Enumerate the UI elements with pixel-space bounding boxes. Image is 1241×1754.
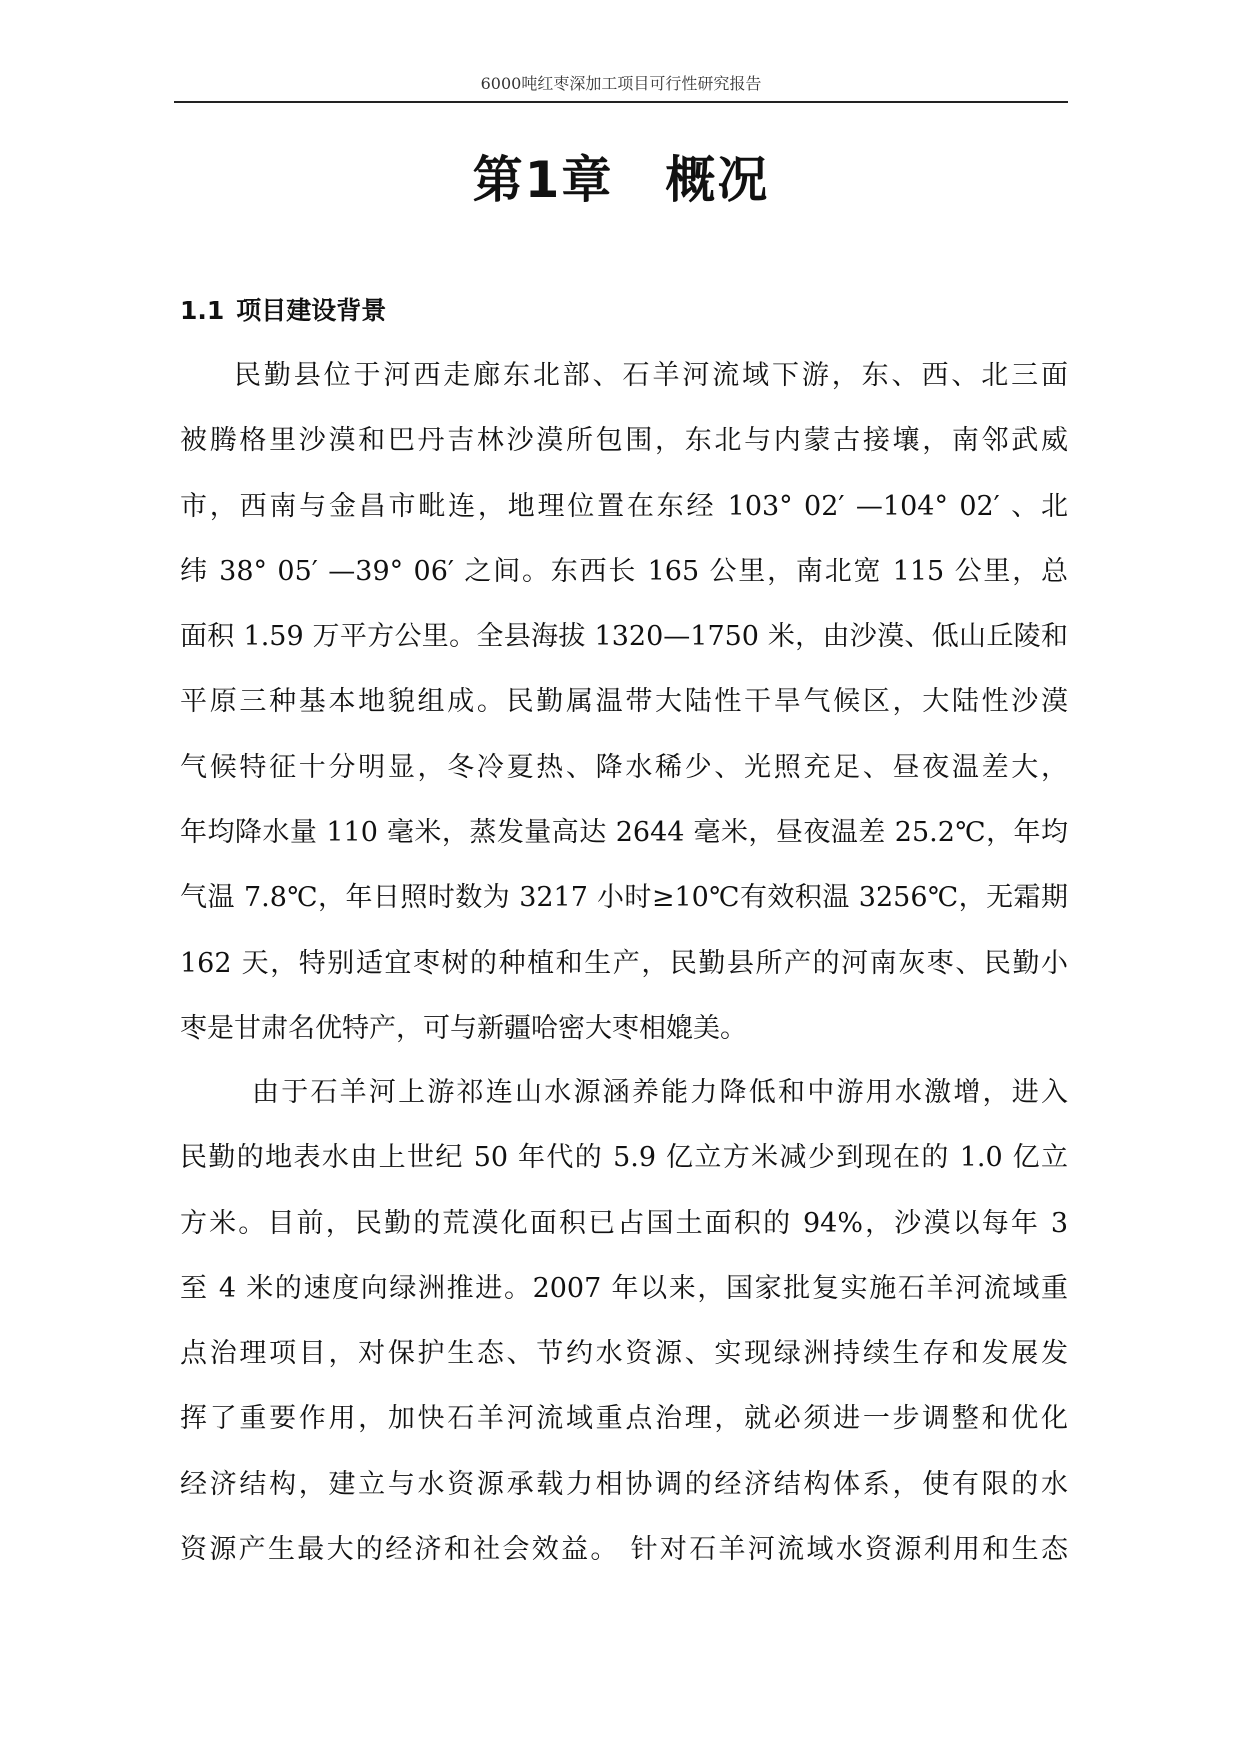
header-rule — [174, 101, 1068, 103]
paragraph-line: 经济结构，建立与水资源承载力相协调的经济结构体系，使有限的水 — [180, 1468, 1068, 1500]
paragraph-line: 市，西南与金昌市毗连，地理位置在东经 103° 02′ —104° 02′ 、北 — [180, 490, 1068, 522]
paragraph-line: 至 4 米的速度向绿洲推进。2007 年以来，国家批复实施石羊河流域重 — [180, 1272, 1068, 1304]
section-heading — [180, 295, 386, 327]
body-paragraph — [180, 1060, 1068, 1582]
chapter-number: 第1章 — [472, 151, 614, 209]
paragraph-line: 被腾格里沙漠和巴丹吉林沙漠所包围，东北与内蒙古接壤，南邻武威 — [180, 425, 1068, 457]
paragraph-line: 民勤的地表水由上世纪 50 年代的 5.9 亿立方米减少到现在的 1.0 亿立 — [180, 1142, 1068, 1174]
paragraph-line: 气温 7.8℃，年日照时数为 3217 小时≥10℃有效积温 3256℃，无霜期 — [180, 882, 1068, 914]
paragraph-line: 平原三种基本地貌组成。民勤属温带大陆性干旱气候区，大陆性沙漠 — [180, 686, 1068, 718]
chapter-title — [174, 150, 1068, 210]
paragraph-line: 气候特征十分明显，冬冷夏热、降水稀少、光照充足、昼夜温差大， — [180, 751, 1068, 783]
paragraph-line: 162 天，特别适宜枣树的种植和生产，民勤县所产的河南灰枣、民勤小 — [180, 947, 1068, 979]
paragraph-line: 面积 1.59 万平方公里。全县海拔 1320—1750 米，由沙漠、低山丘陵和 — [180, 621, 1068, 653]
paragraph-line: 挥了重要作用，加快石羊河流域重点治理，就必须进一步调整和优化 — [180, 1403, 1068, 1435]
paragraph-line: 由于石羊河上游祁连山水源涵养能力降低和中游用水激增，进入 — [252, 1077, 1068, 1108]
section-title: 项目建设背景 — [236, 296, 387, 325]
section-number: 1.1 — [180, 296, 225, 325]
paragraph-line: 资源产生最大的经济和社会效益。 针对石羊河流域水资源利用和生态 — [180, 1534, 1068, 1566]
paragraph-line: 方米。目前，民勤的荒漠化面积已占国土面积的 94%，沙漠以每年 3 — [180, 1207, 1068, 1239]
paragraph-line: 点治理项目，对保护生态、节约水资源、实现绿洲持续生存和发展发 — [180, 1338, 1068, 1370]
paragraph-line: 纬 38° 05′ —39° 06′ 之间。东西长 165 公里，南北宽 115 公里，总 — [180, 555, 1068, 587]
chapter-title-text: 概况 — [665, 151, 770, 209]
running-header: 6000吨红枣深加工项目可行性研究报告 — [480, 74, 762, 93]
body-paragraph — [180, 343, 1068, 1061]
paragraph-line: 民勤县位于河西走廊东北部、石羊河流域下游，东、西、北三面 — [234, 360, 1068, 391]
paragraph-line: 枣是甘肃名优特产，可与新疆哈密大枣相媲美。 — [180, 1012, 747, 1044]
paragraph-line: 年均降水量 110 毫米，蒸发量高达 2644 毫米，昼夜温差 25.2℃，年均 — [180, 817, 1068, 849]
